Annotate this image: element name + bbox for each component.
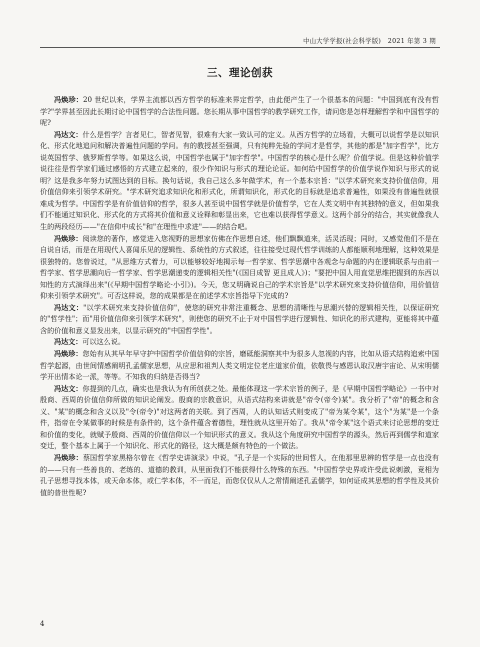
dialogue-paragraph [40,452,439,498]
body-text [40,94,439,498]
paragraph-text: 蔡国哲学家黑格尔曾在《哲学史讲演录》中说，"孔子是一个实际的世间哲人，在他那里思辨的哲学是一点也没有的——只有一些善良的、老练的、道德的教训，从里面我们不能获得什么特殊的东西。"中国哲学史界或许受此说刺激，竟相为孔子思想寻找本体，或天命本体，或仁学本体，不一而足，而您仅仅从人之常情阐述孔孟儒学，如何证成其思想的哲学性及其价值的普世性呢? [40,452,439,497]
page-number: 4 [40,620,45,628]
dialogue-paragraph [40,336,439,348]
dialogue-paragraph [40,233,439,302]
dialogue-paragraph [40,129,439,233]
paragraph-text: 20 世纪以来，学界主流都以西方哲学的标准来界定哲学，由此便产生了一个很基本的问题："中国到底有没有哲学?"学界甚至因此长期讨论中国哲学的合法性问题。您长期从事中国哲学的教学研究工作，请问您是怎样理解哲学和中国哲学的呢? [40,95,439,128]
running-header: 中山大学学报(社会科学版) 2021 年第 3 期 [303,38,436,45]
paragraph-text: 您始有从其早年早守护中国哲学价值信仰的宗旨，磨砥能洞察其中为很多人忽视的内容，比如从语式结构追索中国哲学起源，由世间情感阐明孔孟儒家思想，从应思和祖判人类文明定位老庄道家价值，依敬畏与感恩认取汉唐宇宙论、从宋明儒学开出情本论一派，等等。不知我的归纳是否得当? [40,349,440,382]
paragraph-text: 你提到的几点，确实也是我认为有所创获之处。最能体现这一学术宗旨的例子，是《早期中国哲学略论》一书中对殷商、西周的价值信仰所做的知识论阐发。殷商的宗教意识，从语式结构来讲就是"帝令(帝令)某"。我分析了"帝"的概念和含义、"某"的概念和含义以及"令(帝令)"对这两者的关联。到了西周，人的认知话式则变成了"帝为某令某"，这个"为某"是一个条件，指帝在令某做事的时候是有条件的，这个条件蕴含着德性，理性就从这里开始了。我从"帝令某"这个语式来讨论思想的变迁和价值的变化，就赋予殷商、西周的价值信仰以一个知识形式的意义。我从这个角度研究中国哲学的源头，然后再到儒学和道家变迁，整个基本上属于一个知识化、形式化的路径，这大概是颇有特色的一个做法。 [40,383,440,451]
speaker-label: 冯达文： [54,129,83,139]
dialogue-paragraph [40,348,439,383]
speaker-label: 冯达文： [54,337,83,347]
speaker-label: 冯焕珍： [54,233,83,243]
speaker-label: 冯焕珍： [54,452,83,462]
paragraph-text: 阅读您的著作，感觉进入您视野的思想家仿佛在作思想自述，他们飘飘道来，活灵活现；同时，又感觉他们不是在自说自话，而是在用现代人喜闻乐见的逻辑性、系统性的方式叙述，往往接受过现代哲学训练的人都能顺利地理解，这种效果是很独特的。您曾说过，"从思维方式着力，可以能够较好地揭示每一哲学家、哲学思潮中各观念与命题的内在逻辑联系与由前一哲学家、哲学思潮向后一哲学家、哲学思潮递变的逻辑相关性"(《国目成智 更且成人》)；"要把中国人用直觉思维把握到的东西以知性的方式演绎出来"(《早期中国哲学略论·小引》)。今天，您又明确说自己的学术宗旨是"以学术研究来支持价值信仰，用价值信仰来引领学术研究"。可否这样说，您的成果都是在前述学术宗旨指导下完成的? [40,233,440,301]
dialogue-paragraph [40,302,439,337]
speaker-label: 冯达文： [54,383,83,393]
speaker-label: 冯达文： [54,302,84,312]
speaker-label: 冯焕珍： [54,95,84,104]
paragraph-text: 什么是哲学？言者见仁，智者见智，很难有大家一致认可的定义。从西方哲学的立场看，大概可以说哲学是以知识化、形式化地追问和解决普遍性问题的学问。有的教授甚至强调，只有纯粹先验的学问才是哲学，其他的都是"加字哲学"，比方说英国哲学、俄罗斯哲学等。如果这么说，中国哲学也属于"加字哲学"。中国哲学的核心是什么呢？价值学说。但是这种价值学说往往是哲学家们通过感悟的方式建立起来的，很少作知识与形式的理论论证。如何给中国哲学的价值学说作知识与形式的说明？这是我多年努力试图达到的目标。换句话说，我自己这么多年做学术，有一个基本宗旨："以学术研究来支持价值信仰，用价值信仰来引领学术研究。"学术研究追求知识化和形式化，所谓知识化，形式化的目标就是追求普遍性，如果没有普遍性就很难成为哲学。中国哲学是有价值信仰的哲学，很多人甚至说中国哲学就是价值哲学，它在人类文明中有其独特的意义，但如果我们不能通过知识化、形式化的方式将其价值和意义诠释和彰显出来，它也难以获得哲学意义。这两个部分的结合，其实就像我人生的两段经历——"在信仰中成长"和"在理性中求进"——的结合吧。 [40,129,440,232]
paragraph-text: 可以这么说。 [82,337,125,347]
dialogue-paragraph [40,383,439,452]
speaker-label: 冯焕珍： [54,349,83,359]
header-rule [40,47,440,48]
dialogue-paragraph [40,94,439,129]
section-title: 三、理论创获 [207,67,273,79]
paragraph-text: "以学术研究来支持价值信仰"，使您的研究非常注重概念、思想的清晰性与思潮兴替的逻辑相关性，以保证研究的"哲学性"；而"用价值信仰来引领学术研究"，则使您的研究不止于对中国哲学进行逻辑性、知识化的形式建构，更能将其中蕴含的价值和意义显发出来，以显示研究的"中国哲学性"。 [40,302,440,335]
